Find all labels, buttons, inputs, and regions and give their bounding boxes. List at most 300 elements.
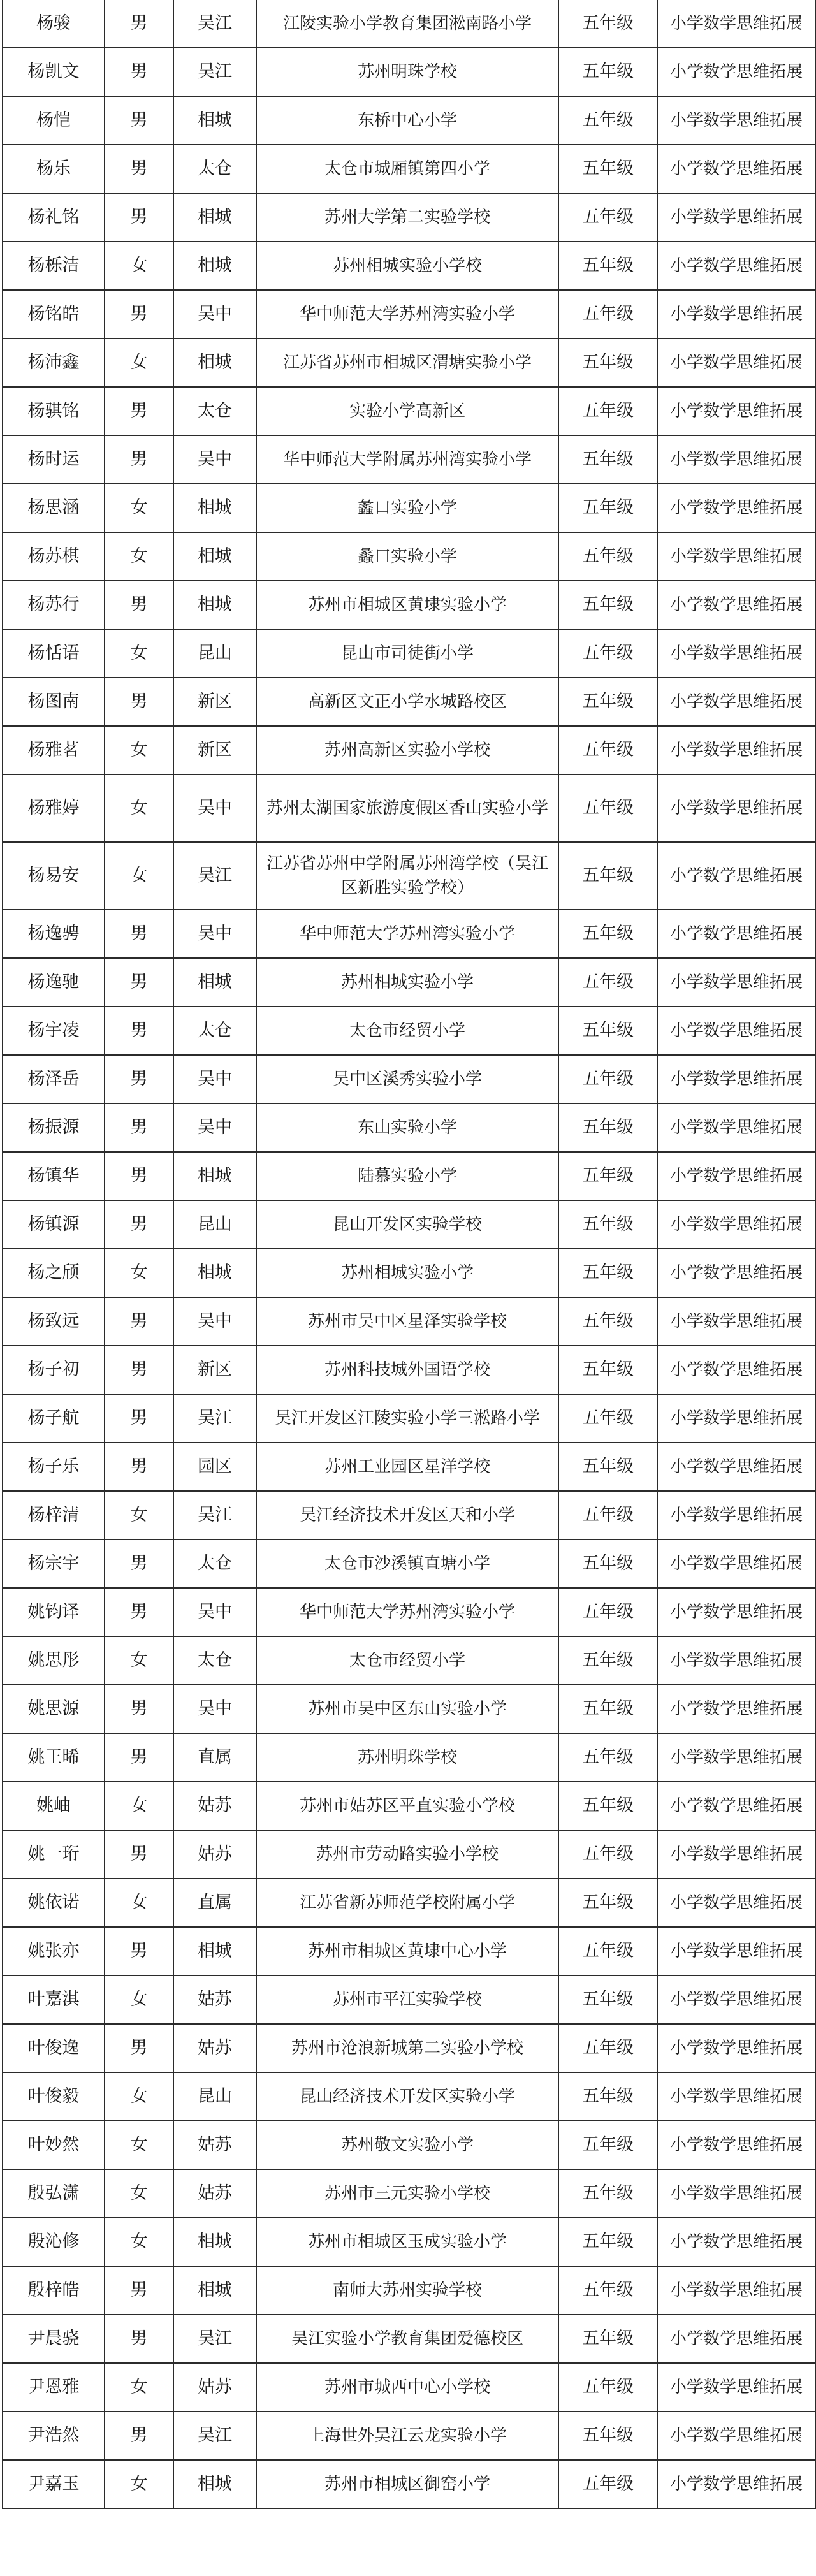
program-cell: 小学数学思维拓展 — [657, 1636, 815, 1685]
grade-cell: 五年级 — [558, 96, 657, 145]
student-name-cell: 杨振源 — [3, 1103, 105, 1152]
gender-cell: 女 — [105, 1879, 173, 1927]
program-cell: 小学数学思维拓展 — [657, 387, 815, 435]
table-row — [3, 1297, 815, 1346]
district-cell: 相城 — [173, 2218, 256, 2266]
grade-cell: 五年级 — [558, 2412, 657, 2460]
school-cell: 苏州科技城外国语学校 — [256, 1346, 558, 1394]
gender-cell: 女 — [105, 1491, 173, 1539]
program-cell: 小学数学思维拓展 — [657, 242, 815, 290]
program-cell: 小学数学思维拓展 — [657, 629, 815, 678]
program-cell: 小学数学思维拓展 — [657, 581, 815, 629]
gender-cell: 女 — [105, 1976, 173, 2024]
gender-cell: 女 — [105, 842, 173, 910]
district-cell: 相城 — [173, 2266, 256, 2315]
roster-table-body — [3, 0, 815, 2508]
grade-cell: 五年级 — [558, 2218, 657, 2266]
gender-cell: 男 — [105, 1007, 173, 1055]
school-cell: 苏州市相城区玉成实验小学 — [256, 2218, 558, 2266]
student-name-cell: 杨子航 — [3, 1394, 105, 1443]
table-row — [3, 1394, 815, 1443]
student-name-cell: 姚钧译 — [3, 1588, 105, 1636]
table-row — [3, 338, 815, 387]
school-cell: 苏州市三元实验小学校 — [256, 2169, 558, 2218]
gender-cell: 女 — [105, 484, 173, 532]
gender-cell: 男 — [105, 1297, 173, 1346]
gender-cell: 女 — [105, 1249, 173, 1297]
school-cell: 苏州市相城区御窑小学 — [256, 2460, 558, 2508]
school-cell: 苏州市沧浪新城第二实验小学校 — [256, 2024, 558, 2072]
table-row — [3, 2266, 815, 2315]
table-row — [3, 2218, 815, 2266]
roster-table — [2, 0, 816, 2509]
student-name-cell: 杨逸骋 — [3, 910, 105, 958]
program-cell: 小学数学思维拓展 — [657, 1879, 815, 1927]
district-cell: 太仓 — [173, 1539, 256, 1588]
grade-cell: 五年级 — [558, 2072, 657, 2121]
district-cell: 相城 — [173, 484, 256, 532]
table-row — [3, 48, 815, 96]
student-name-cell: 杨图南 — [3, 678, 105, 726]
student-name-cell: 杨骏 — [3, 0, 105, 48]
school-cell: 东桥中心小学 — [256, 96, 558, 145]
district-cell: 太仓 — [173, 1007, 256, 1055]
program-cell: 小学数学思维拓展 — [657, 2363, 815, 2412]
program-cell: 小学数学思维拓展 — [657, 1249, 815, 1297]
school-cell: 太仓市沙溪镇直塘小学 — [256, 1539, 558, 1588]
district-cell: 园区 — [173, 1443, 256, 1491]
program-cell: 小学数学思维拓展 — [657, 1152, 815, 1200]
table-row — [3, 1152, 815, 1200]
gender-cell: 男 — [105, 435, 173, 484]
grade-cell: 五年级 — [558, 2169, 657, 2218]
gender-cell: 女 — [105, 2121, 173, 2169]
table-row — [3, 775, 815, 842]
grade-cell: 五年级 — [558, 0, 657, 48]
gender-cell: 男 — [105, 193, 173, 242]
table-row — [3, 1007, 815, 1055]
student-name-cell: 杨苏行 — [3, 581, 105, 629]
district-cell: 昆山 — [173, 1200, 256, 1249]
school-cell: 苏州市吴中区东山实验小学 — [256, 1685, 558, 1733]
table-row — [3, 2315, 815, 2363]
table-row — [3, 387, 815, 435]
grade-cell: 五年级 — [558, 678, 657, 726]
student-name-cell: 杨镇源 — [3, 1200, 105, 1249]
program-cell: 小学数学思维拓展 — [657, 1346, 815, 1394]
gender-cell: 男 — [105, 910, 173, 958]
school-cell: 苏州市劳动路实验小学校 — [256, 1830, 558, 1879]
student-name-cell: 杨逸驰 — [3, 958, 105, 1007]
school-cell: 吴江开发区江陵实验小学三淞路小学 — [256, 1394, 558, 1443]
gender-cell: 男 — [105, 2266, 173, 2315]
student-name-cell: 叶嘉淇 — [3, 1976, 105, 2024]
table-row — [3, 2121, 815, 2169]
grade-cell: 五年级 — [558, 532, 657, 581]
student-name-cell: 姚思源 — [3, 1685, 105, 1733]
gender-cell: 男 — [105, 1927, 173, 1976]
program-cell: 小学数学思维拓展 — [657, 1394, 815, 1443]
school-cell: 苏州工业园区星洋学校 — [256, 1443, 558, 1491]
district-cell: 太仓 — [173, 145, 256, 193]
grade-cell: 五年级 — [558, 1782, 657, 1830]
school-cell: 高新区文正小学水城路校区 — [256, 678, 558, 726]
school-cell: 苏州明珠学校 — [256, 1733, 558, 1782]
table-row — [3, 1782, 815, 1830]
student-name-cell: 叶俊毅 — [3, 2072, 105, 2121]
program-cell: 小学数学思维拓展 — [657, 1830, 815, 1879]
school-cell: 江陵实验小学教育集团淞南路小学 — [256, 0, 558, 48]
grade-cell: 五年级 — [558, 1200, 657, 1249]
gender-cell: 女 — [105, 2363, 173, 2412]
table-row — [3, 2169, 815, 2218]
student-name-cell: 杨子乐 — [3, 1443, 105, 1491]
grade-cell: 五年级 — [558, 1394, 657, 1443]
grade-cell: 五年级 — [558, 290, 657, 338]
grade-cell: 五年级 — [558, 581, 657, 629]
gender-cell: 男 — [105, 0, 173, 48]
student-name-cell: 杨致远 — [3, 1297, 105, 1346]
grade-cell: 五年级 — [558, 2266, 657, 2315]
student-name-cell: 殷梓皓 — [3, 2266, 105, 2315]
school-cell: 华中师范大学苏州湾实验小学 — [256, 1588, 558, 1636]
table-row — [3, 1443, 815, 1491]
district-cell: 吴江 — [173, 0, 256, 48]
school-cell: 吴江经济技术开发区天和小学 — [256, 1491, 558, 1539]
program-cell: 小学数学思维拓展 — [657, 726, 815, 775]
grade-cell: 五年级 — [558, 629, 657, 678]
gender-cell: 女 — [105, 2169, 173, 2218]
gender-cell: 男 — [105, 581, 173, 629]
district-cell: 吴中 — [173, 290, 256, 338]
gender-cell: 女 — [105, 629, 173, 678]
district-cell: 新区 — [173, 678, 256, 726]
table-row — [3, 726, 815, 775]
grade-cell: 五年级 — [558, 1443, 657, 1491]
table-row — [3, 484, 815, 532]
table-row — [3, 290, 815, 338]
gender-cell: 女 — [105, 338, 173, 387]
district-cell: 相城 — [173, 1249, 256, 1297]
student-name-cell: 杨栎洁 — [3, 242, 105, 290]
grade-cell: 五年级 — [558, 1539, 657, 1588]
student-name-cell: 叶妙然 — [3, 2121, 105, 2169]
district-cell: 姑苏 — [173, 1830, 256, 1879]
gender-cell: 男 — [105, 2315, 173, 2363]
student-name-cell: 杨沛鑫 — [3, 338, 105, 387]
district-cell: 相城 — [173, 532, 256, 581]
grade-cell: 五年级 — [558, 1976, 657, 2024]
program-cell: 小学数学思维拓展 — [657, 1539, 815, 1588]
school-cell: 吴中区溪秀实验小学 — [256, 1055, 558, 1103]
school-cell: 苏州高新区实验小学校 — [256, 726, 558, 775]
program-cell: 小学数学思维拓展 — [657, 193, 815, 242]
table-row — [3, 2460, 815, 2508]
program-cell: 小学数学思维拓展 — [657, 2121, 815, 2169]
gender-cell: 男 — [105, 1830, 173, 1879]
school-cell: 江苏省苏州市相城区渭塘实验小学 — [256, 338, 558, 387]
program-cell: 小学数学思维拓展 — [657, 2266, 815, 2315]
program-cell: 小学数学思维拓展 — [657, 2072, 815, 2121]
student-name-cell: 杨时运 — [3, 435, 105, 484]
gender-cell: 男 — [105, 48, 173, 96]
district-cell: 吴中 — [173, 910, 256, 958]
school-cell: 蠡口实验小学 — [256, 532, 558, 581]
school-cell: 实验小学高新区 — [256, 387, 558, 435]
school-cell: 昆山开发区实验学校 — [256, 1200, 558, 1249]
gender-cell: 女 — [105, 1782, 173, 1830]
program-cell: 小学数学思维拓展 — [657, 0, 815, 48]
district-cell: 相城 — [173, 1152, 256, 1200]
student-name-cell: 姚思彤 — [3, 1636, 105, 1685]
school-cell: 华中师范大学苏州湾实验小学 — [256, 910, 558, 958]
school-cell: 蠡口实验小学 — [256, 484, 558, 532]
school-cell: 吴江实验小学教育集团爱德校区 — [256, 2315, 558, 2363]
gender-cell: 男 — [105, 2412, 173, 2460]
gender-cell: 男 — [105, 1539, 173, 1588]
gender-cell: 男 — [105, 1346, 173, 1394]
gender-cell: 男 — [105, 1103, 173, 1152]
grade-cell: 五年级 — [558, 1685, 657, 1733]
program-cell: 小学数学思维拓展 — [657, 1733, 815, 1782]
grade-cell: 五年级 — [558, 1588, 657, 1636]
district-cell: 太仓 — [173, 387, 256, 435]
grade-cell: 五年级 — [558, 1055, 657, 1103]
student-name-cell: 尹晨骁 — [3, 2315, 105, 2363]
school-cell: 陆慕实验小学 — [256, 1152, 558, 1200]
grade-cell: 五年级 — [558, 1346, 657, 1394]
student-name-cell: 殷弘潇 — [3, 2169, 105, 2218]
school-cell: 华中师范大学附属苏州湾实验小学 — [256, 435, 558, 484]
table-row — [3, 435, 815, 484]
grade-cell: 五年级 — [558, 2460, 657, 2508]
gender-cell: 男 — [105, 387, 173, 435]
gender-cell: 男 — [105, 1588, 173, 1636]
program-cell: 小学数学思维拓展 — [657, 2024, 815, 2072]
district-cell: 姑苏 — [173, 2121, 256, 2169]
district-cell: 吴江 — [173, 1394, 256, 1443]
student-name-cell: 姚一珩 — [3, 1830, 105, 1879]
program-cell: 小学数学思维拓展 — [657, 958, 815, 1007]
gender-cell: 女 — [105, 1636, 173, 1685]
gender-cell: 男 — [105, 1152, 173, 1200]
student-name-cell: 杨恺 — [3, 96, 105, 145]
student-name-cell: 杨易安 — [3, 842, 105, 910]
grade-cell: 五年级 — [558, 145, 657, 193]
program-cell: 小学数学思维拓展 — [657, 1491, 815, 1539]
grade-cell: 五年级 — [558, 2024, 657, 2072]
table-row — [3, 96, 815, 145]
table-row — [3, 1346, 815, 1394]
gender-cell: 男 — [105, 2024, 173, 2072]
student-name-cell: 尹恩雅 — [3, 2363, 105, 2412]
grade-cell: 五年级 — [558, 1249, 657, 1297]
grade-cell: 五年级 — [558, 48, 657, 96]
table-row — [3, 1103, 815, 1152]
school-cell: 太仓市经贸小学 — [256, 1007, 558, 1055]
district-cell: 太仓 — [173, 1636, 256, 1685]
school-cell: 苏州市相城区黄埭中心小学 — [256, 1927, 558, 1976]
student-name-cell: 杨思涵 — [3, 484, 105, 532]
program-cell: 小学数学思维拓展 — [657, 1588, 815, 1636]
gender-cell: 男 — [105, 1055, 173, 1103]
table-row — [3, 1055, 815, 1103]
table-row — [3, 1733, 815, 1782]
district-cell: 吴中 — [173, 435, 256, 484]
program-cell: 小学数学思维拓展 — [657, 1782, 815, 1830]
district-cell: 吴江 — [173, 1491, 256, 1539]
school-cell: 昆山市司徒街小学 — [256, 629, 558, 678]
district-cell: 相城 — [173, 581, 256, 629]
grade-cell: 五年级 — [558, 484, 657, 532]
district-cell: 吴中 — [173, 1297, 256, 1346]
gender-cell: 男 — [105, 96, 173, 145]
program-cell: 小学数学思维拓展 — [657, 96, 815, 145]
grade-cell: 五年级 — [558, 1879, 657, 1927]
table-row — [3, 842, 815, 910]
district-cell: 姑苏 — [173, 1976, 256, 2024]
student-name-cell: 尹浩然 — [3, 2412, 105, 2460]
program-cell: 小学数学思维拓展 — [657, 338, 815, 387]
district-cell: 姑苏 — [173, 1782, 256, 1830]
grade-cell: 五年级 — [558, 1152, 657, 1200]
school-cell: 太仓市城厢镇第四小学 — [256, 145, 558, 193]
gender-cell: 女 — [105, 2460, 173, 2508]
grade-cell: 五年级 — [558, 2363, 657, 2412]
school-cell: 苏州相城实验小学校 — [256, 242, 558, 290]
district-cell: 吴中 — [173, 775, 256, 842]
district-cell: 新区 — [173, 726, 256, 775]
grade-cell: 五年级 — [558, 842, 657, 910]
student-name-cell: 尹嘉玉 — [3, 2460, 105, 2508]
district-cell: 吴江 — [173, 2412, 256, 2460]
district-cell: 吴中 — [173, 1588, 256, 1636]
program-cell: 小学数学思维拓展 — [657, 2315, 815, 2363]
student-name-cell: 姚王晞 — [3, 1733, 105, 1782]
school-cell: 江苏省苏州中学附属苏州湾学校（吴江区新胜实验学校） — [256, 842, 558, 910]
grade-cell: 五年级 — [558, 958, 657, 1007]
student-name-cell: 杨雅茗 — [3, 726, 105, 775]
program-cell: 小学数学思维拓展 — [657, 2218, 815, 2266]
program-cell: 小学数学思维拓展 — [657, 145, 815, 193]
student-name-cell: 姚依诺 — [3, 1879, 105, 1927]
gender-cell: 女 — [105, 726, 173, 775]
district-cell: 昆山 — [173, 2072, 256, 2121]
gender-cell: 女 — [105, 2218, 173, 2266]
table-row — [3, 958, 815, 1007]
gender-cell: 男 — [105, 958, 173, 1007]
district-cell: 姑苏 — [173, 2024, 256, 2072]
gender-cell: 男 — [105, 1443, 173, 1491]
table-row — [3, 532, 815, 581]
district-cell: 相城 — [173, 2460, 256, 2508]
program-cell: 小学数学思维拓展 — [657, 532, 815, 581]
gender-cell: 女 — [105, 242, 173, 290]
table-row — [3, 1491, 815, 1539]
grade-cell: 五年级 — [558, 193, 657, 242]
program-cell: 小学数学思维拓展 — [657, 842, 815, 910]
school-cell: 苏州市城西中心小学校 — [256, 2363, 558, 2412]
student-name-cell: 杨之颀 — [3, 1249, 105, 1297]
program-cell: 小学数学思维拓展 — [657, 910, 815, 958]
program-cell: 小学数学思维拓展 — [657, 1297, 815, 1346]
student-name-cell: 殷沁修 — [3, 2218, 105, 2266]
district-cell: 相城 — [173, 1927, 256, 1976]
table-row — [3, 1588, 815, 1636]
grade-cell: 五年级 — [558, 2315, 657, 2363]
grade-cell: 五年级 — [558, 910, 657, 958]
school-cell: 太仓市经贸小学 — [256, 1636, 558, 1685]
school-cell: 苏州相城实验小学 — [256, 1249, 558, 1297]
district-cell: 相城 — [173, 958, 256, 1007]
student-name-cell: 杨泽岳 — [3, 1055, 105, 1103]
school-cell: 苏州市姑苏区平直实验小学校 — [256, 1782, 558, 1830]
table-row — [3, 1830, 815, 1879]
gender-cell: 男 — [105, 1394, 173, 1443]
district-cell: 姑苏 — [173, 2169, 256, 2218]
table-row — [3, 242, 815, 290]
grade-cell: 五年级 — [558, 1297, 657, 1346]
student-name-cell: 杨雅婷 — [3, 775, 105, 842]
table-row — [3, 145, 815, 193]
table-row — [3, 1249, 815, 1297]
grade-cell: 五年级 — [558, 1636, 657, 1685]
student-name-cell: 杨镇华 — [3, 1152, 105, 1200]
grade-cell: 五年级 — [558, 775, 657, 842]
grade-cell: 五年级 — [558, 1927, 657, 1976]
grade-cell: 五年级 — [558, 1103, 657, 1152]
grade-cell: 五年级 — [558, 242, 657, 290]
district-cell: 吴中 — [173, 1103, 256, 1152]
student-name-cell: 杨宇凌 — [3, 1007, 105, 1055]
grade-cell: 五年级 — [558, 435, 657, 484]
student-name-cell: 杨铭皓 — [3, 290, 105, 338]
gender-cell: 男 — [105, 145, 173, 193]
district-cell: 吴江 — [173, 2315, 256, 2363]
program-cell: 小学数学思维拓展 — [657, 1103, 815, 1152]
table-row — [3, 1685, 815, 1733]
school-cell: 苏州大学第二实验学校 — [256, 193, 558, 242]
table-row — [3, 2363, 815, 2412]
student-name-cell: 杨子初 — [3, 1346, 105, 1394]
district-cell: 直属 — [173, 1733, 256, 1782]
table-row — [3, 2024, 815, 2072]
school-cell: 苏州市吴中区星泽实验学校 — [256, 1297, 558, 1346]
school-cell: 苏州敬文实验小学 — [256, 2121, 558, 2169]
grade-cell: 五年级 — [558, 1007, 657, 1055]
grade-cell: 五年级 — [558, 1830, 657, 1879]
program-cell: 小学数学思维拓展 — [657, 678, 815, 726]
student-name-cell: 杨骐铭 — [3, 387, 105, 435]
table-row — [3, 2412, 815, 2460]
table-row — [3, 2072, 815, 2121]
school-cell: 南师大苏州实验学校 — [256, 2266, 558, 2315]
table-row — [3, 1927, 815, 1976]
district-cell: 昆山 — [173, 629, 256, 678]
grade-cell: 五年级 — [558, 726, 657, 775]
student-name-cell: 杨凯文 — [3, 48, 105, 96]
gender-cell: 男 — [105, 1733, 173, 1782]
district-cell: 姑苏 — [173, 2363, 256, 2412]
grade-cell: 五年级 — [558, 2121, 657, 2169]
school-cell: 上海世外吴江云龙实验小学 — [256, 2412, 558, 2460]
school-cell: 苏州相城实验小学 — [256, 958, 558, 1007]
student-name-cell: 杨苏棋 — [3, 532, 105, 581]
district-cell: 相城 — [173, 338, 256, 387]
program-cell: 小学数学思维拓展 — [657, 1055, 815, 1103]
table-row — [3, 678, 815, 726]
gender-cell: 女 — [105, 775, 173, 842]
